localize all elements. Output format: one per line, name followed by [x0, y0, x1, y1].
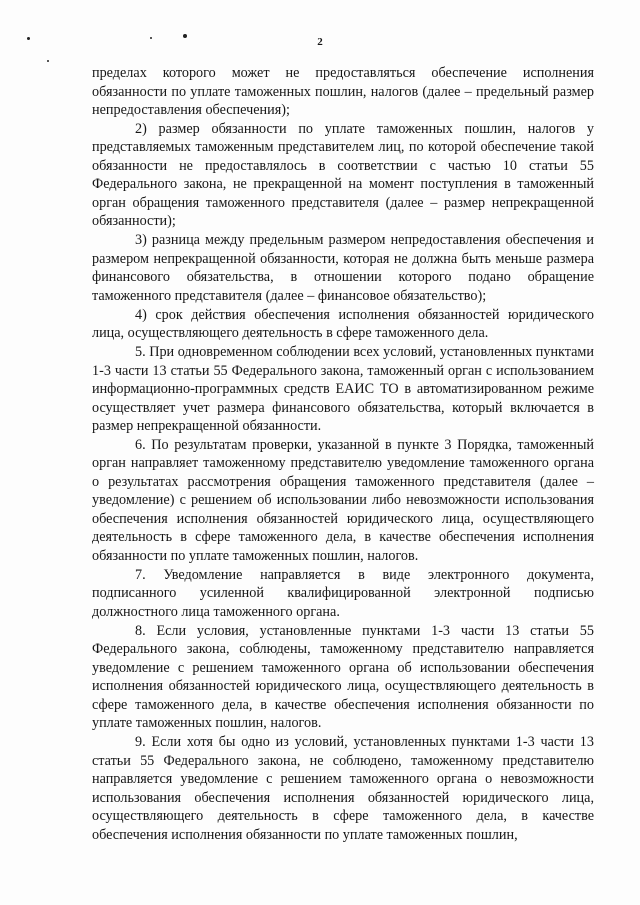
- page-number: 2: [317, 36, 323, 48]
- paragraph-5: 5. При одновременном соблюдении всех условий, установленных пунктами 1-3 части 13 статьи 55 Федерального закона, таможенный орган с использованием информационно-программных средств ЕАИС ТО в автоматизированном режиме осуществляет учет размера финансового обязательства, который включается в размер непрекращенной обязанности.: [92, 344, 594, 435]
- paragraph-6: 6. По результатам проверки, указанной в пункте 3 Порядка, таможенный орган направляет таможенному представителю уведомление таможенного органа о результатах рассмотрения обращения таможенного представителя (далее – уведомление) с решением об использовании либо невозможности использования обеспечения исполнения обязанностей юридического лица, осуществляющего деятельность в сфере таможенного дела, в качестве обеспечения исполнения обязанности по уплате таможенных пошлин, налогов.: [92, 436, 594, 564]
- paragraph-continuation: пределах которого может не предоставляться обеспечение исполнения обязанности по уплате таможенных пошлин, налогов (далее – предельный размер непредоставления обеспечения);: [92, 65, 594, 118]
- paragraph-7: 7. Уведомление направляется в виде электронного документа, подписанного усиленной квалифицированной электронной подписью должностного лица таможенного органа.: [92, 566, 594, 620]
- paragraph-9: 9. Если хотя бы одно из условий, установленных пунктами 1-3 части 13 статьи 55 Федерального закона, не соблюдено, таможенному представителю направляется уведомление с решением таможенного органа о невозможности использования обеспечения исполнения обязанностей юридического лица, осуществляющего деятельность в сфере таможенного дела, в качестве обеспечения исполнения обязанности по уплате таможенных пошлин,: [92, 734, 594, 843]
- scan-speck: [47, 60, 49, 62]
- paragraph-item-4: 4) срок действия обеспечения исполнения обязанностей юридического лица, осуществляющего деятельность в сфере таможенного дела.: [92, 306, 594, 342]
- paragraph-item-3: 3) разница между предельным размером непредоставления обеспечения и размером непрекращенной обязанности, которая не должна быть меньше размера финансового обязательства, в отношении которого подано обращение таможенного представителя (далее – финансовое обязательство);: [92, 232, 594, 304]
- paragraph-8: 8. Если условия, установленные пунктами 1-3 части 13 статьи 55 Федерального закона, соблюдены, таможенному представителю направляется уведомление с решением таможенного органа об использовании обеспечения исполнения обязанностей юридического лица, осуществляющего деятельность в сфере таможенного дела, в качестве обеспечения исполнения обязанности по уплате таможенных пошлин, налогов.: [92, 622, 594, 732]
- paragraph-item-2: 2) размер обязанности по уплате таможенных пошлин, налогов у представляемых таможенным представителем лиц, по которой обеспечение такой обязанности не предоставлялось в соответствии с частью 10 статьи 55 Федерального закона, не прекращенной на момент поступления в таможенный орган обращения таможенного представителя (далее – размер непрекращенной обязанности);: [92, 120, 594, 230]
- document-body: [92, 64, 594, 844]
